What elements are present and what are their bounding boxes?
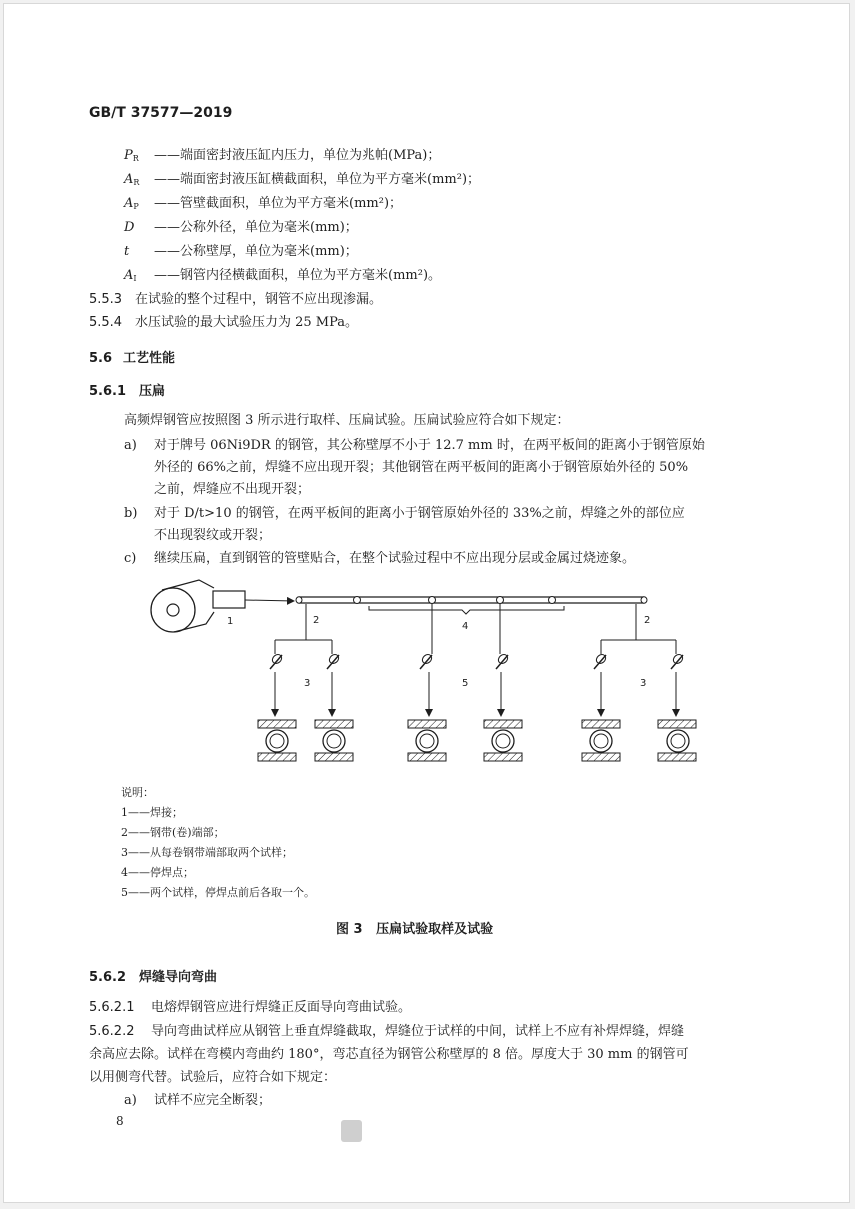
steel-coil-icon [151, 580, 214, 632]
clause-text-line: 余高应去除。试样在弯模内弯曲约 180°，弯芯直径为钢管公称壁厚的 8 倍。厚度大于 30 mm 的钢管可 [89, 1047, 689, 1062]
legend-item: 1——焊接； [121, 806, 183, 819]
legend-item: 2——钢带(卷)端部； [121, 826, 225, 839]
list-item-line: 试样不应完全断裂； [154, 1093, 272, 1108]
symbol-description: ——钢管内径横截面积，单位为平方毫米(mm²)。 [154, 268, 442, 283]
cutting-torch-icon [496, 653, 509, 669]
symbol: A [124, 196, 134, 211]
callout-number: 3 [640, 678, 647, 689]
symbol: A [124, 172, 134, 187]
clause-5-5-3 [89, 292, 382, 308]
legend-item: 4——停焊点； [121, 866, 194, 879]
symbol-description: ——端面密封液压缸横截面积，单位为平方毫米(mm²)； [154, 172, 481, 187]
list-item-line: 外径的 66%之前，焊缝不应出现开裂；其他钢管在两平板间的距离小于钢管原始外径的 50% [154, 460, 689, 475]
specimen-column-6 [658, 653, 696, 761]
callout-number: 2 [313, 615, 320, 626]
clause-5-6-2-2 [89, 1024, 684, 1040]
flattening-sampling-diagram [144, 574, 714, 774]
list-item-label: a) [124, 438, 137, 453]
symbol-description: ——公称壁厚，单位为毫米(mm)； [154, 244, 358, 259]
list-item-label: b) [124, 506, 138, 521]
section-number: 5.6 [89, 351, 113, 366]
figure-caption: 图 3 压扁试验取样及试验 [336, 922, 494, 937]
legend-item: 3——从每卷钢带端部取两个试样； [121, 846, 293, 859]
legend-title: 说明： [121, 786, 154, 799]
scan-mark [341, 1120, 362, 1142]
callout-number: 5 [462, 678, 469, 689]
symbol: t [124, 244, 130, 259]
symbol-row [124, 196, 402, 215]
list-item-line: 继续压扁，直到钢管的管壁贴合，在整个试验过程中不应出现分层或金属过烧迹象。 [154, 551, 636, 566]
specimen-column-1 [258, 653, 296, 761]
list-item-label: c) [124, 551, 137, 566]
weld-joint [354, 597, 361, 604]
specimen-column-5 [582, 653, 620, 761]
page-number: 8 [116, 1114, 124, 1128]
clause-text-line: 以用侧弯代替。试验后，应符合如下规定： [89, 1070, 337, 1085]
section-heading-5-6-2 [89, 966, 217, 985]
symbol-subscript: I [133, 274, 137, 283]
cutting-torch-icon [327, 653, 340, 669]
list-item-label: a) [124, 1093, 137, 1108]
section-number: 5.6.1 [89, 384, 127, 399]
section-heading-5-6-1 [89, 380, 165, 399]
symbol-description: ——端面密封液压缸内压力，单位为兆帕(MPa)； [154, 148, 441, 163]
clause-number: 5.6.2.2 [89, 1024, 135, 1039]
clause-text: 导向弯曲试样应从钢管上垂直焊缝截取，焊缝位于试样的中间，试样上不应有补焊焊缝，焊缝 [151, 1024, 685, 1039]
section-title: 工艺性能 [123, 351, 176, 366]
weld-joint [549, 597, 556, 604]
clause-5-5-4 [89, 315, 358, 331]
list-item-line: 对于 D/t>10 的钢管，在两平板间的距离小于钢管原始外径的 33%之前，焊缝之外的部位应 [154, 506, 685, 521]
section-heading-5-6 [89, 347, 175, 366]
symbol-row [124, 244, 358, 263]
clause-number: 5.5.4 [89, 315, 123, 330]
symbol-row [124, 148, 440, 167]
clause-text: 在试验的整个过程中，钢管不应出现渗漏。 [135, 292, 383, 307]
clause-text: 水压试验的最大试验压力为 25 MPa。 [135, 315, 359, 330]
symbol-subscript: R [133, 178, 140, 187]
cutting-torch-icon [420, 653, 433, 669]
feed-arrow [245, 600, 294, 601]
callout-number: 3 [304, 678, 311, 689]
symbol: P [124, 148, 133, 163]
legend-item: 5——两个试样，停焊点前后各取一个。 [121, 886, 315, 899]
callout-number: 1 [227, 616, 234, 627]
section-number: 5.6.2 [89, 970, 127, 985]
clause-text: 电熔焊钢管应进行焊缝正反面导向弯曲试验。 [151, 1000, 412, 1015]
weld-joint [497, 597, 504, 604]
specimen-column-3 [408, 653, 446, 761]
clause-5-6-2-1 [89, 1000, 411, 1016]
symbol: A [124, 268, 134, 283]
callout-number: 2 [644, 615, 651, 626]
list-item-line: 之前，焊缝应不出现开裂； [154, 482, 311, 497]
section-title: 压扁 [139, 384, 166, 399]
specimen-column-4 [484, 653, 522, 761]
welder-box [213, 591, 245, 608]
welded-pipe-line [296, 597, 647, 604]
symbol-description: ——公称外径，单位为毫米(mm)； [154, 220, 358, 235]
document-page [3, 3, 850, 1203]
symbol-description: ——管壁截面积，单位为平方毫米(mm²)； [154, 196, 403, 211]
cutting-torch-icon [594, 653, 607, 669]
flattening-intro: 高频焊钢管应按照图 3 所示进行取样、压扁试验。压扁试验应符合如下规定： [124, 413, 570, 428]
symbol-row [124, 220, 358, 239]
standard-code-header: GB/T 37577—2019 [89, 105, 233, 121]
symbol-subscript: P [133, 202, 139, 211]
clause-number: 5.6.2.1 [89, 1000, 135, 1015]
symbol: D [124, 220, 135, 235]
symbol-row [124, 268, 441, 287]
cutting-torch-icon [270, 653, 283, 669]
cutting-torch-icon [671, 653, 684, 669]
symbol-row [124, 172, 480, 191]
stop-weld-brace [369, 606, 564, 614]
list-item-line: 对于牌号 06Ni9DR 的钢管，其公称壁厚不小于 12.7 mm 时，在两平板间的距离小于钢管原始 [154, 438, 705, 453]
list-item-line: 不出现裂纹或开裂； [154, 528, 272, 543]
specimen-column-2 [315, 653, 353, 761]
symbol-subscript: R [132, 154, 139, 163]
weld-joint [429, 597, 436, 604]
section-title: 焊缝导向弯曲 [139, 970, 218, 985]
callout-number: 4 [462, 621, 469, 632]
clause-number: 5.5.3 [89, 292, 123, 307]
